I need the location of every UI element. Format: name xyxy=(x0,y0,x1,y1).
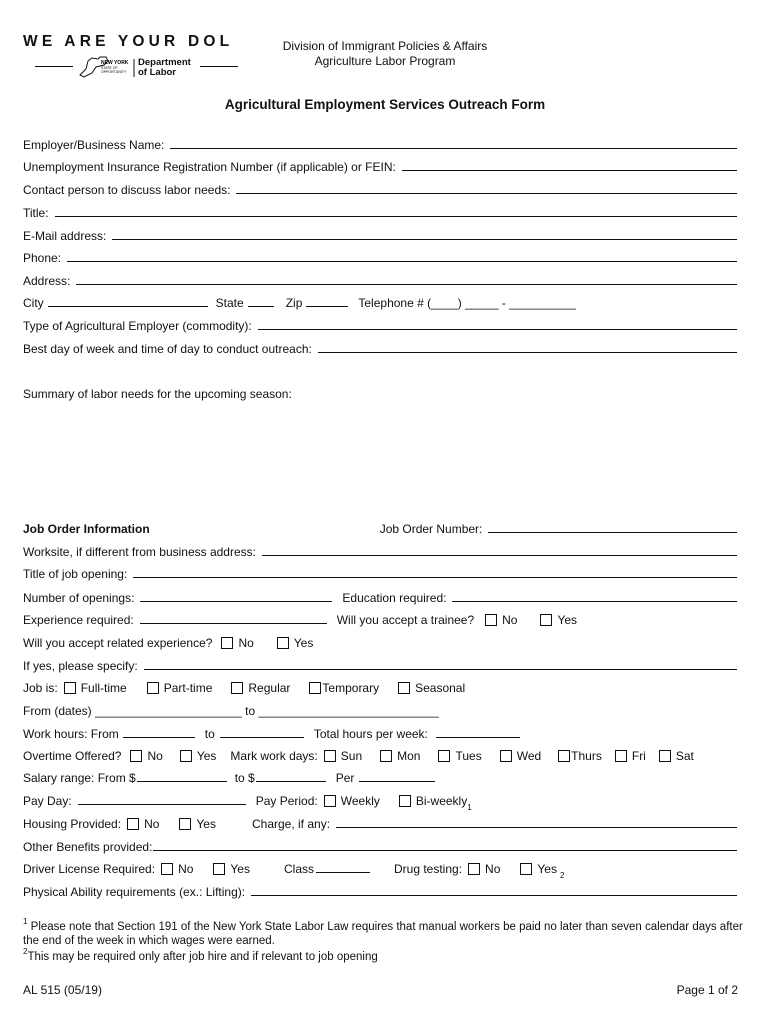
housing-no-checkbox[interactable] xyxy=(127,818,139,830)
hours-from-field[interactable] xyxy=(123,737,195,738)
education-field[interactable] xyxy=(452,601,737,602)
worksite-row: Worksite, if different from business address: xyxy=(23,543,737,559)
charge-field[interactable] xyxy=(336,827,737,828)
benefits-row: Other Benefits provided: xyxy=(23,838,737,854)
department-of-labor: Department of Labor xyxy=(138,57,191,78)
state-field[interactable] xyxy=(248,306,274,307)
thurs-checkbox[interactable] xyxy=(558,750,570,762)
mon-checkbox[interactable] xyxy=(380,750,392,762)
related-no-checkbox[interactable] xyxy=(221,637,233,649)
telephone-field[interactable]: Telephone # (____) _____ - __________ xyxy=(358,296,576,310)
trainee-yes-checkbox[interactable] xyxy=(540,614,552,626)
tues-checkbox[interactable] xyxy=(438,750,450,762)
address-row: Address: xyxy=(23,272,737,288)
overtime-no-checkbox[interactable] xyxy=(130,750,142,762)
benefits-field[interactable] xyxy=(153,850,737,851)
salary-to-field[interactable] xyxy=(256,781,326,782)
ui-number-row: Unemployment Insurance Registration Number (if applicable) or FEIN: xyxy=(23,158,737,174)
city-field[interactable] xyxy=(48,306,208,307)
job-title-field[interactable] xyxy=(133,577,737,578)
related-yes-checkbox[interactable] xyxy=(277,637,289,649)
seasonal-checkbox[interactable] xyxy=(398,682,410,694)
experience-field[interactable] xyxy=(140,623,327,624)
employer-type-field[interactable] xyxy=(258,329,737,330)
experience-row: Experience required: Will you accept a trainee? No Yes xyxy=(23,613,578,627)
total-hours-field[interactable] xyxy=(436,737,520,738)
job-order-heading-row: Job Order Information Job Order Number: xyxy=(23,520,737,536)
phone-row: Phone: xyxy=(23,249,737,265)
housing-yes-checkbox[interactable] xyxy=(179,818,191,830)
temporary-checkbox[interactable] xyxy=(309,682,321,694)
fri-checkbox[interactable] xyxy=(615,750,627,762)
business-name-row: Employer/Business Name: xyxy=(23,136,737,152)
physical-row: Physical Ability requirements (ex.: Lifting): xyxy=(23,883,737,899)
svg-text:OPPORTUNITY: OPPORTUNITY xyxy=(101,70,127,74)
email-row: E-Mail address: xyxy=(23,227,737,243)
employer-type-row: Type of Agricultural Employer (commodity): xyxy=(23,317,737,333)
wed-checkbox[interactable] xyxy=(500,750,512,762)
overtime-row: Overtime Offered? No Yes Mark work days: Sun Mon Tues Wed Thurs Fri Sat xyxy=(23,749,694,763)
driver-row: Driver License Required: No Yes Class Drug testing: No Yes 2 xyxy=(23,862,565,880)
related-exp-row: Will you accept related experience? No Yes xyxy=(23,636,314,650)
slogan: WE ARE YOUR DOL xyxy=(23,33,234,50)
dates-row xyxy=(23,702,737,718)
form-title: Agricultural Employment Services Outreach Form xyxy=(224,97,546,112)
specify-field[interactable] xyxy=(144,669,737,670)
license-no-checkbox[interactable] xyxy=(161,863,173,875)
title-field[interactable] xyxy=(55,216,737,217)
best-day-row: Best day of week and time of day to conduct outreach: xyxy=(23,340,737,356)
svg-text:STATE OF: STATE OF xyxy=(101,66,118,70)
housing-row: Housing Provided: No Yes Charge, if any: xyxy=(23,815,737,831)
specify-row: If yes, please specify: xyxy=(23,657,737,673)
best-day-field[interactable] xyxy=(318,352,737,353)
regular-checkbox[interactable] xyxy=(231,682,243,694)
pay-day-field[interactable] xyxy=(78,804,246,805)
part-time-checkbox[interactable] xyxy=(147,682,159,694)
job-order-number-field[interactable] xyxy=(488,532,737,533)
license-yes-checkbox[interactable] xyxy=(213,863,225,875)
svg-text:NEW YORK: NEW YORK xyxy=(101,60,129,66)
footnote-2: $^2$This may be required only after job hire and if relevant to job opening xyxy=(23,947,378,963)
pay-day-row: Pay Day: Pay Period: Weekly Bi-weekly 1 xyxy=(23,794,472,812)
page-number: Page 1 of 2 xyxy=(676,983,738,997)
job-title-row: Title of job opening: xyxy=(23,565,737,581)
city-row: City State Zip Telephone # (____) _____ - __________ xyxy=(23,296,576,310)
trainee-no-checkbox[interactable] xyxy=(485,614,497,626)
worksite-field[interactable] xyxy=(262,555,737,556)
address-field[interactable] xyxy=(76,284,737,285)
business-name-field[interactable] xyxy=(170,148,737,149)
salary-per-field[interactable] xyxy=(359,781,435,782)
logo-rule-left xyxy=(35,66,73,67)
division-header: Division of Immigrant Policies & Affairs Agriculture Labor Program xyxy=(282,39,488,68)
summary-label: Summary of labor needs for the upcoming season: xyxy=(23,387,292,401)
sun-checkbox[interactable] xyxy=(324,750,336,762)
openings-row: Number of openings: Education required: xyxy=(23,589,737,605)
nys-seal-logo xyxy=(78,55,136,79)
contact-field[interactable] xyxy=(236,193,737,194)
salary-row: Salary range: From $ to $ Per xyxy=(23,769,737,785)
license-class-field[interactable] xyxy=(316,872,370,873)
overtime-yes-checkbox[interactable] xyxy=(180,750,192,762)
zip-field[interactable] xyxy=(306,306,348,307)
dates-field[interactable]: From (dates) ______________________ to ___________________________ xyxy=(23,704,439,718)
drug-yes-checkbox[interactable] xyxy=(520,863,532,875)
weekly-checkbox[interactable] xyxy=(324,795,336,807)
job-order-heading: Job Order Information xyxy=(23,522,150,536)
summary-textarea[interactable] xyxy=(23,405,737,510)
work-hours-row: Work hours: From to Total hours per week: xyxy=(23,725,737,741)
physical-field[interactable] xyxy=(251,895,737,896)
email-field[interactable] xyxy=(112,239,737,240)
title-row: Title: xyxy=(23,204,737,220)
ui-number-field[interactable] xyxy=(402,170,737,171)
salary-from-field[interactable] xyxy=(137,781,227,782)
phone-field[interactable] xyxy=(67,261,737,262)
footnote-1: $^1$ Please note that Section 191 of the New York State Labor Law requires that manual workers be paid no later than seven calendar days after the end of the week in which wages were earned. xyxy=(23,917,743,947)
job-is-row: Job is: Full-time Part-time Regular Temporary Seasonal xyxy=(23,681,466,695)
biweekly-checkbox[interactable] xyxy=(399,795,411,807)
contact-row: Contact person to discuss labor needs: xyxy=(23,181,737,197)
sat-checkbox[interactable] xyxy=(659,750,671,762)
form-number: AL 515 (05/19) xyxy=(23,983,102,997)
full-time-checkbox[interactable] xyxy=(64,682,76,694)
openings-field[interactable] xyxy=(140,601,332,602)
drug-no-checkbox[interactable] xyxy=(468,863,480,875)
logo-rule-right xyxy=(200,66,238,67)
hours-to-field[interactable] xyxy=(220,737,304,738)
